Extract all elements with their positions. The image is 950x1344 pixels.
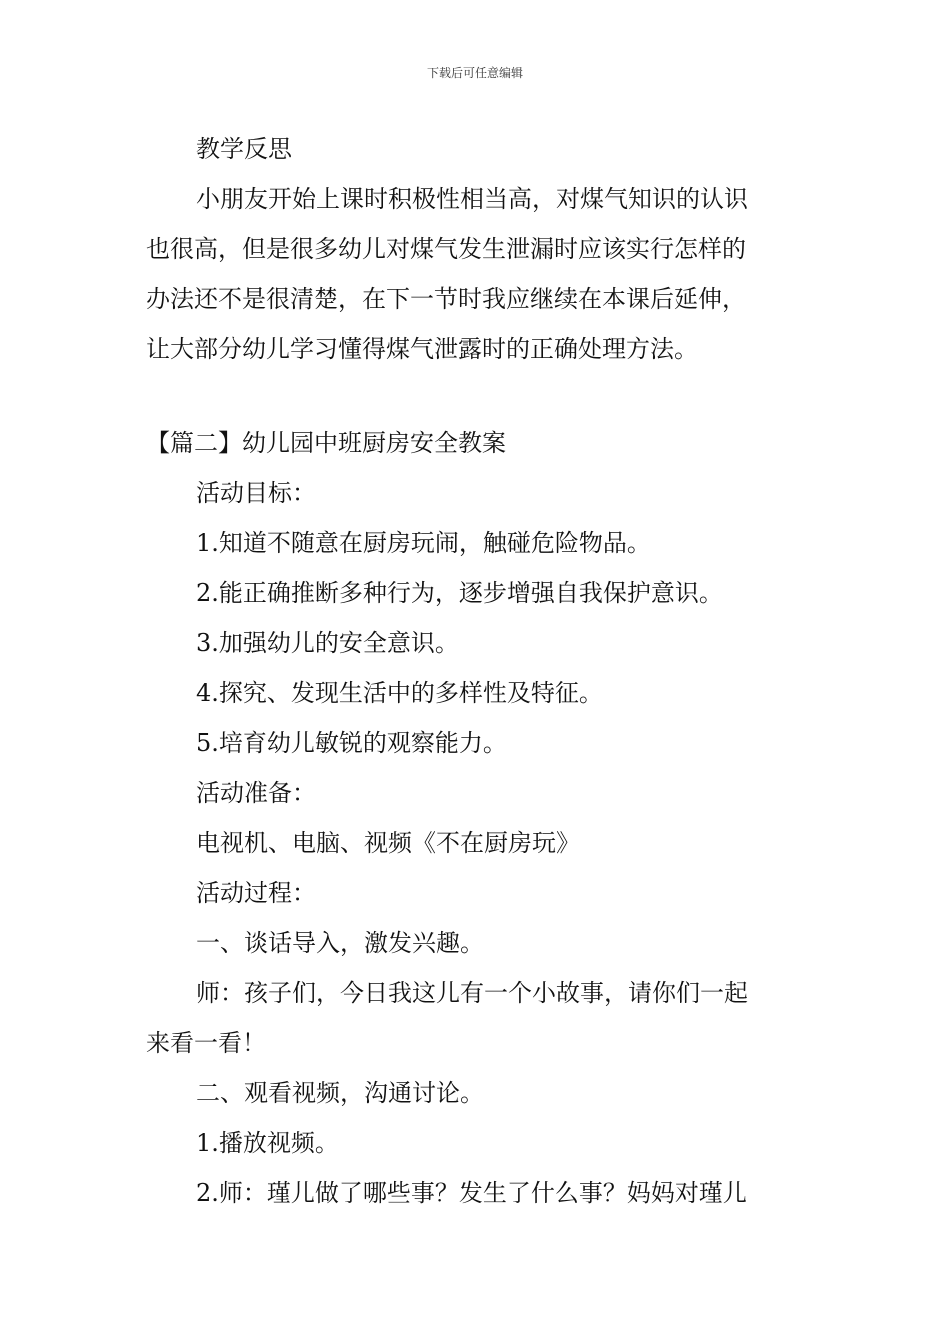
section-spacer xyxy=(146,374,806,418)
step2-item-2: 2.师：瑾儿做了哪些事？发生了什么事？妈妈对瑾儿 xyxy=(196,1179,747,1207)
reflection-line-3: 办法还不是很清楚，在下一节时我应继续在本课后延伸， xyxy=(146,285,746,313)
goal-item-1: 1.知道不随意在厨房玩闹，触碰危险物品。 xyxy=(196,529,651,557)
goals-heading: 活动目标： xyxy=(196,479,316,507)
goal-item-5: 5.培育幼儿敏锐的观察能力。 xyxy=(196,729,507,757)
prep-heading: 活动准备： xyxy=(196,779,316,807)
goal-item-4: 4.探究、发现生活中的多样性及特征。 xyxy=(196,679,603,707)
goal-item-2: 2.能正确推断多种行为，逐步增强自我保护意识。 xyxy=(196,579,723,607)
prep-text: 电视机、电脑、视频《不在厨房玩》 xyxy=(196,829,580,857)
reflection-heading: 教学反思 xyxy=(196,135,292,163)
process-heading: 活动过程： xyxy=(196,879,316,907)
reflection-line-4: 让大部分幼儿学习懂得煤气泄露时的正确处理方法。 xyxy=(146,335,698,363)
step1-line-2: 来看一看！ xyxy=(146,1029,266,1057)
reflection-line-2: 也很高，但是很多幼儿对煤气发生泄漏时应该实行怎样的 xyxy=(146,235,746,263)
reflection-line-1: 小朋友开始上课时积极性相当高，对煤气知识的认识 xyxy=(196,185,748,213)
document-body xyxy=(146,124,806,1218)
step1-line-1: 师：孩子们，今日我这儿有一个小故事，请你们一起 xyxy=(196,979,748,1007)
section-title: 【篇二】幼儿园中班厨房安全教案 xyxy=(146,429,506,457)
page-header-note: 下载后可任意编辑 xyxy=(426,66,523,80)
step2-item-1: 1.播放视频。 xyxy=(196,1129,339,1157)
step1-title: 一、谈话导入，激发兴趣。 xyxy=(196,929,484,957)
goal-item-3: 3.加强幼儿的安全意识。 xyxy=(196,629,459,657)
step2-title: 二、观看视频，沟通讨论。 xyxy=(196,1079,484,1107)
